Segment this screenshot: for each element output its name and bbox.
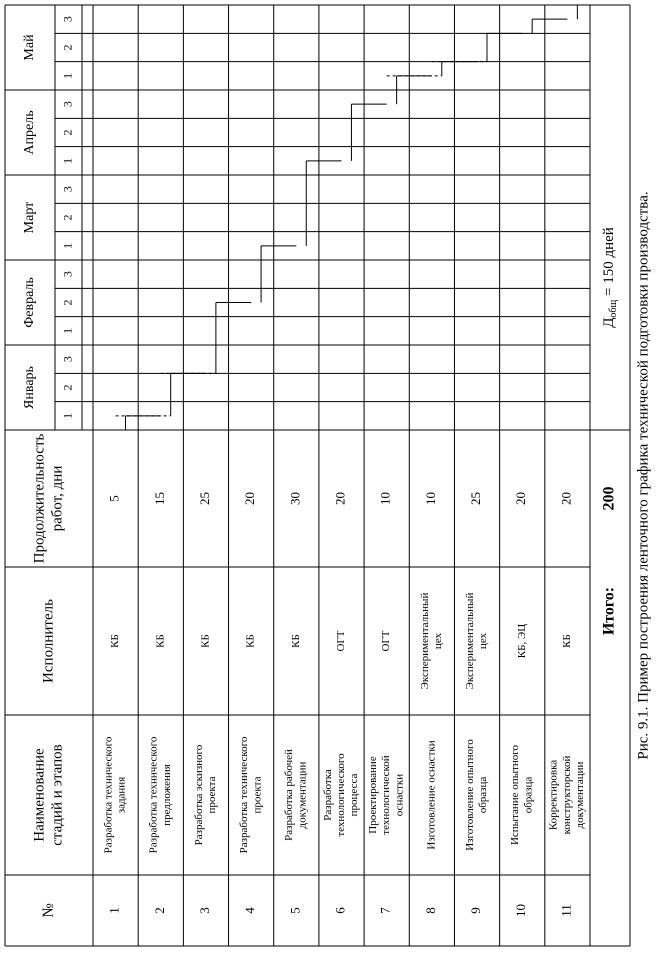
row-10-stage-line-2: образца <box>522 776 535 814</box>
month-3: Март <box>22 201 38 234</box>
row-1-duration: 5 <box>106 495 122 502</box>
row-3-executor-line-1: КБ <box>199 634 212 648</box>
row-8-num: 8 <box>422 907 438 914</box>
row-3-num: 3 <box>196 907 212 914</box>
row-6-stage-line-1: Разработка <box>321 769 334 821</box>
decade-4-1: 1 <box>60 157 75 164</box>
row-9-executor-line-2: цех <box>477 632 490 650</box>
row-7-executor-line-1: ОГТ <box>380 630 393 652</box>
header-duration-line-2: работ, дни <box>49 465 66 532</box>
total-label: Итого: <box>600 586 618 636</box>
row-4-duration: 20 <box>242 492 258 505</box>
decade-1-2: 2 <box>60 384 75 391</box>
row-2-stage-line-1: Разработка технического <box>147 736 160 854</box>
row-9-duration: 25 <box>468 492 484 505</box>
row-3-duration: 25 <box>196 492 212 505</box>
row-11-duration: 20 <box>558 492 574 505</box>
row-2-num: 2 <box>151 907 167 914</box>
table-grid <box>5 5 630 946</box>
row-6-duration: 20 <box>332 492 348 505</box>
row-2-executor-line-1: КБ <box>154 634 167 648</box>
row-10-num: 10 <box>513 904 529 917</box>
header-stage-line-2: стадий и этапов <box>49 744 66 846</box>
decade-3-3: 3 <box>60 186 75 193</box>
header-stage-line-1: Наименование <box>31 748 48 842</box>
row-11-stage-line-3: документации <box>574 761 587 829</box>
row-5-duration: 30 <box>287 492 303 505</box>
row-1-stage-line-1: Разработка технического <box>102 736 115 854</box>
overall-duration-suffix: = 150 дней <box>601 227 618 300</box>
row-5-num: 5 <box>287 907 303 914</box>
row-4-stage-line-2: проекта <box>251 776 264 814</box>
decade-4-2: 2 <box>60 129 75 136</box>
row-7-duration: 10 <box>377 492 393 505</box>
row-1-stage-line-2: задания <box>115 776 128 814</box>
row-4-executor-line-1: КБ <box>244 634 257 648</box>
row-2-stage-line-2: предложения <box>160 764 173 826</box>
row-6-executor-line-1: ОГТ <box>335 630 348 652</box>
row-7-stage-line-3: оснастки <box>393 773 406 817</box>
row-8-stage-line-1: Изготовление оснастки <box>425 740 438 850</box>
row-5-executor-line-1: КБ <box>289 634 302 648</box>
row-6-num: 6 <box>332 907 348 914</box>
row-11-stage-line-2: конструкторской <box>560 755 573 835</box>
row-7-stage-line-2: технологической <box>380 755 393 835</box>
month-1: Январь <box>22 366 38 409</box>
row-11-executor-line-1: КБ <box>560 634 573 648</box>
decade-1-3: 3 <box>60 356 75 363</box>
figure-caption: Рис. 9.1. Пример построения ленточного графика технической подготовки производства. <box>635 191 652 760</box>
row-9-executor-line-1: Экспериментальный <box>463 592 476 690</box>
row-8-executor-line-1: Экспериментальный <box>418 592 431 690</box>
month-4: Апрель <box>22 110 38 155</box>
row-1-num: 1 <box>106 907 122 914</box>
row-9-stage-line-2: образца <box>477 776 490 814</box>
month-5: Май <box>22 34 38 61</box>
row-6-stage-line-2: технологического <box>335 753 348 837</box>
decade-5-3: 3 <box>60 16 75 23</box>
row-7-stage-line-1: Проектирование <box>367 756 380 834</box>
row-5-stage-line-1: Разработка рабочей <box>283 749 296 841</box>
overall-duration-subscript: общ <box>608 299 620 318</box>
overall-duration-prefix: Д <box>601 317 618 328</box>
row-8-executor-line-2: цех <box>431 632 444 650</box>
row-9-stage-line-1: Изготовление опытного <box>463 739 476 851</box>
row-10-stage-line-1: Испытание опытного <box>509 744 522 846</box>
gantt-bars <box>116 5 590 430</box>
row-3-stage-line-2: проекта <box>206 776 219 814</box>
row-8-duration: 10 <box>422 492 438 505</box>
decade-3-2: 2 <box>60 214 75 221</box>
header-duration-line-1: Продолжительность <box>31 433 48 564</box>
row-7-num: 7 <box>377 907 393 914</box>
total-value: 200 <box>600 486 618 511</box>
decade-5-2: 2 <box>60 44 75 51</box>
header-num: № <box>40 903 57 918</box>
row-9-num: 9 <box>468 907 484 914</box>
row-1-executor-line-1: КБ <box>109 634 122 648</box>
decade-5-1: 1 <box>60 72 75 79</box>
row-2-duration: 15 <box>151 492 167 505</box>
row-4-num: 4 <box>242 907 258 914</box>
row-5-stage-line-2: документации <box>296 761 309 829</box>
table-texts <box>22 16 651 917</box>
header-executor: Исполнитель <box>40 599 57 683</box>
row-10-duration: 20 <box>513 492 529 505</box>
decade-4-3: 3 <box>60 101 75 108</box>
row-11-stage-line-1: Корректировка <box>547 759 560 831</box>
row-6-stage-line-3: процесса <box>348 773 361 817</box>
row-3-stage-line-1: Разработка эскизного <box>192 744 205 846</box>
overall-duration <box>601 227 619 328</box>
month-2: Февраль <box>22 277 38 328</box>
decade-3-1: 1 <box>60 242 75 249</box>
decade-1-1: 1 <box>60 412 75 419</box>
decade-2-1: 1 <box>60 327 75 334</box>
decade-2-2: 2 <box>60 299 75 306</box>
row-11-num: 11 <box>558 904 574 917</box>
row-10-executor-line-1: КБ, ЭЦ <box>515 623 528 659</box>
row-4-stage-line-1: Разработка технического <box>238 736 251 854</box>
decade-2-3: 3 <box>60 271 75 278</box>
